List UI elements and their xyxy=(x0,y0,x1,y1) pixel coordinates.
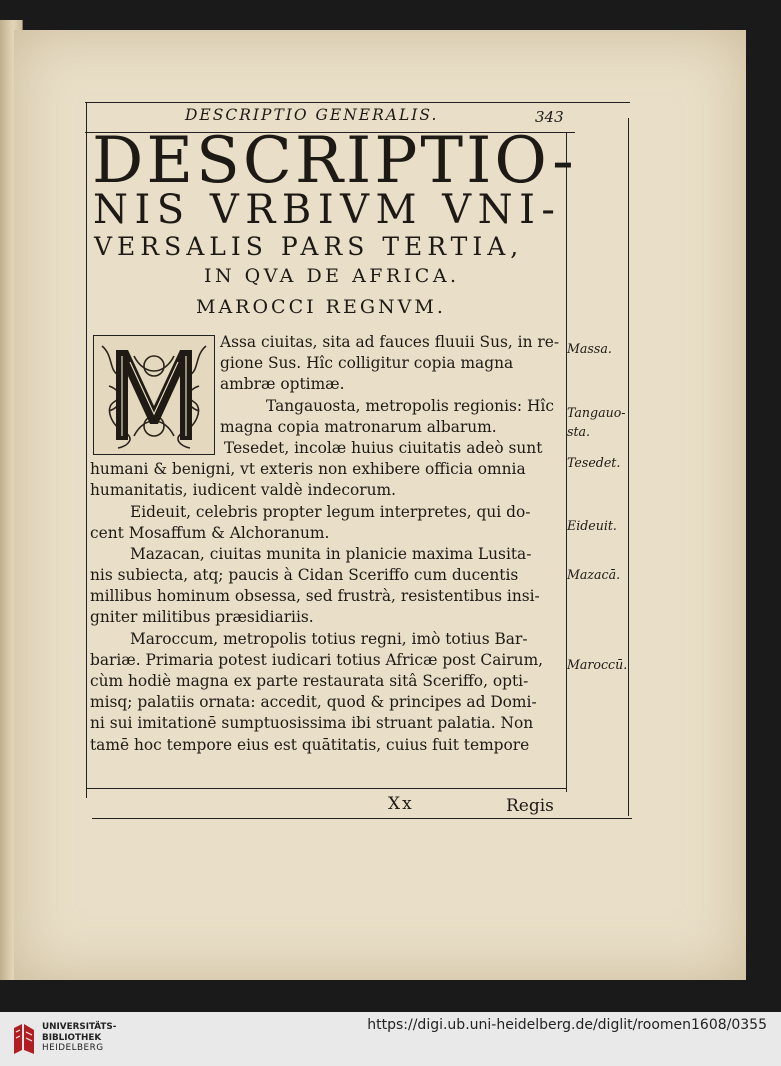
text-line: ambræ optimæ. xyxy=(220,375,345,394)
permalink-url[interactable]: https://digi.ub.uni-heidelberg.de/diglit/roomen1608/0355 xyxy=(367,1017,767,1033)
title-line-4: IN QVA DE AFRICA. xyxy=(204,265,460,287)
text-line: gione Sus. Hîc colligitur copia magna xyxy=(220,354,514,373)
margin-note: sta. xyxy=(567,424,591,439)
text-line: cùm hodiè magna ex parte restaurata sitâ Sceriffo, opti- xyxy=(90,672,529,690)
margin-note: Eideuit. xyxy=(567,518,617,533)
university-logo-icon xyxy=(10,1020,38,1062)
catchword: Regis xyxy=(506,796,554,816)
library-name-line: HEIDELBERG xyxy=(42,1043,104,1053)
title-line-3: VERSALIS PARS TERTIA, xyxy=(94,232,524,261)
library-name xyxy=(42,1022,116,1054)
text-line: Tangauosta, metropolis regionis: Hîc xyxy=(266,396,554,415)
text-line: tamē hoc tempore eius est quātitatis, cuius fuit tempore xyxy=(90,735,530,754)
margin-note: Tesedet. xyxy=(567,455,621,470)
running-head: DESCRIPTIO GENERALIS. xyxy=(185,106,439,124)
text-line: cent Mosaffum & Alchoranum. xyxy=(90,523,330,542)
margin-note: Massa. xyxy=(567,341,612,356)
text-line: Mazacan, ciuitas munita in planicie maxima Lusita- xyxy=(130,544,532,563)
library-name-line: BIBLIOTHEK xyxy=(42,1032,102,1043)
title-line-1: DESCRIPTIO- xyxy=(92,124,577,198)
signature-mark: Xx xyxy=(388,794,414,814)
library-name-line: UNIVERSITÄTS- xyxy=(42,1022,117,1032)
frame-rule-right xyxy=(628,118,629,816)
text-line: Tesedet, incolæ huius ciuitatis adeò sunt xyxy=(224,438,543,457)
text-line: humani & benigni, vt exteris non exhibere officia omnia xyxy=(90,460,526,479)
text-line: humanitatis, iudicent valdè indecorum. xyxy=(90,481,396,500)
title-line-2: NIS VRBIVM VNI- xyxy=(93,187,562,233)
text-line: ni sui imitationē sumptuosissima ibi struant palatia. Non xyxy=(90,714,534,733)
margin-note: Maroccū. xyxy=(567,657,628,672)
body-text xyxy=(90,332,562,756)
text-line: bariæ. Primaria potest iudicari totius Africæ post Cairum, xyxy=(90,650,544,669)
text-line: nis subiecta, atq; paucis à Cidan Sceriffo cum ducentis xyxy=(90,566,519,585)
frame-rule-bottom-outer xyxy=(92,818,632,819)
frame-rule-bottom xyxy=(86,788,566,789)
text-line: Maroccum, metropolis totius regni, imò totius Bar- xyxy=(130,629,528,648)
text-line: magna copia matronarum albarum. xyxy=(220,417,497,436)
text-line: Eideuit, celebris propter legum interpretes, qui do- xyxy=(130,502,531,521)
text-line: gniter militibus præsidiariis. xyxy=(90,608,314,627)
section-heading: MAROCCI REGNVM. xyxy=(196,296,446,318)
margin-note: Mazacā. xyxy=(567,567,621,582)
frame-rule-left xyxy=(86,102,87,798)
text-line: misq; palatiis ornata: accedit, quod & principes ad Domi- xyxy=(90,693,537,712)
margin-note: Tangauo- xyxy=(567,405,626,420)
text-line: Assa ciuitas, sita ad fauces fluuii Sus, in re- xyxy=(220,333,560,351)
frame-rule-top xyxy=(85,102,630,103)
page-number: 343 xyxy=(535,108,564,126)
text-line: millibus hominum obsessa, sed frustrà, resistentibus insi- xyxy=(90,587,540,606)
